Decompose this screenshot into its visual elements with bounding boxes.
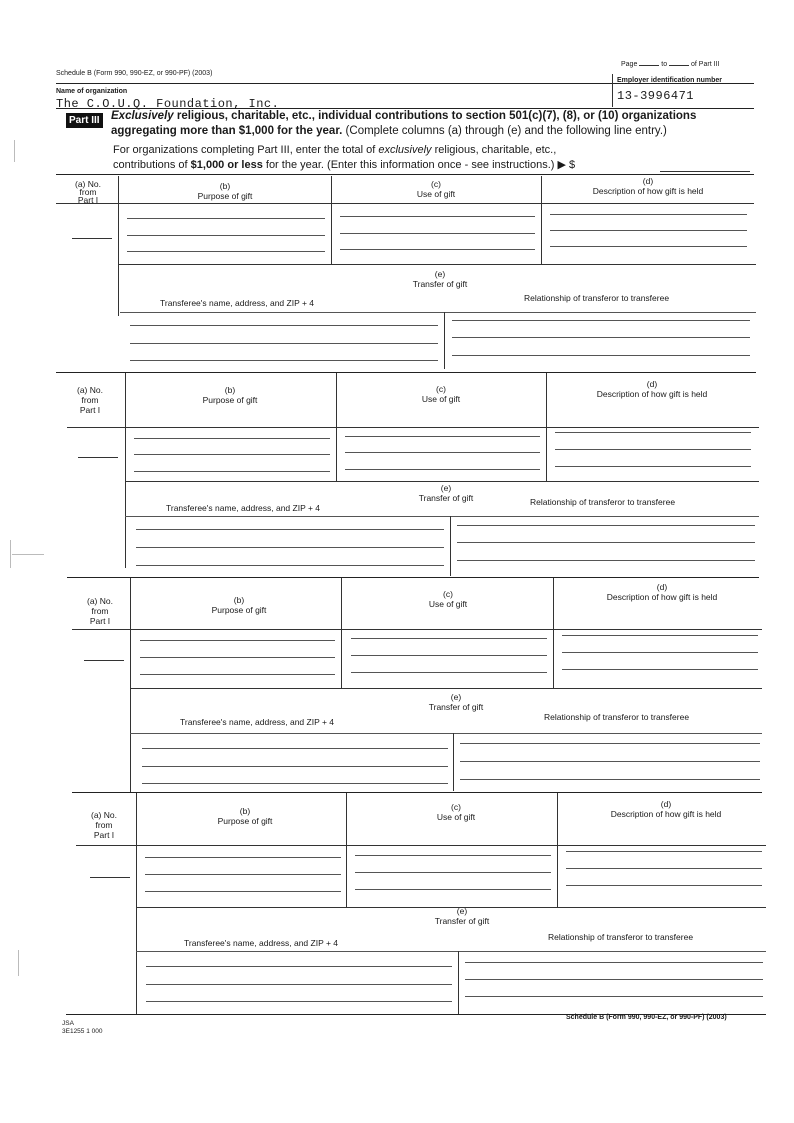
line1-text: religious, charitable, etc., individual contributions to section 501(c)(7), (8), or (10) organizations — [173, 110, 697, 122]
relationship-line[interactable] — [460, 761, 760, 762]
col-b-divider — [336, 373, 337, 481]
col-e-label: Transfer of gift — [434, 916, 490, 926]
line4-b: for the year. (Enter this information once - see instructions.) ▶ $ — [262, 159, 576, 171]
purpose-line[interactable] — [134, 438, 330, 439]
line4-bold: $1,000 or less — [190, 159, 263, 171]
header-row-rule — [67, 427, 759, 428]
col-a-no: (a) No. — [87, 596, 113, 606]
col-c-divider — [557, 793, 558, 907]
relationship-line[interactable] — [465, 979, 763, 980]
col-b-label: Purpose of gift — [197, 191, 253, 201]
col-e-letter: (e) — [456, 906, 468, 916]
transfer-divider — [450, 516, 451, 576]
transferee-line[interactable] — [142, 766, 448, 767]
relationship-line[interactable] — [457, 542, 755, 543]
transferee-line[interactable] — [142, 748, 448, 749]
col-a-from: from — [81, 395, 99, 405]
col-e-label: Transfer of gift — [428, 702, 484, 712]
use-line[interactable] — [355, 889, 551, 890]
col-c-letter: (c) — [431, 179, 441, 189]
col-c-header — [352, 802, 560, 822]
col-d-label: Description of how gift is held — [592, 186, 704, 196]
jsa-label: JSA — [62, 1020, 74, 1027]
col-e-label: Transfer of gift — [418, 493, 474, 503]
line4-a: contributions of — [113, 159, 191, 171]
transfer-rule — [130, 733, 762, 734]
page-of-label: of Part III — [691, 61, 720, 68]
col-c-letter: (c) — [436, 384, 446, 394]
relationship-line[interactable] — [457, 560, 755, 561]
transferee-line[interactable] — [146, 1001, 452, 1002]
relationship-label: Relationship of transferor to transferee — [530, 497, 676, 507]
col-c-header — [344, 589, 552, 609]
col-a-header — [60, 180, 116, 204]
purpose-line[interactable] — [127, 251, 325, 252]
col-c-header — [332, 179, 540, 199]
line3-em: exclusively — [378, 144, 432, 156]
footer-schedule-reference: Schedule B (Form 990, 990-EZ, or 990-PF) (2003) — [566, 1014, 727, 1021]
col-a-entry[interactable] — [78, 457, 118, 458]
part-iii-title-line1 — [111, 108, 696, 124]
relationship-line[interactable] — [460, 779, 760, 780]
relationship-line[interactable] — [465, 996, 763, 997]
transfer-divider — [458, 951, 459, 1014]
col-b-letter: (b) — [219, 181, 231, 191]
block-rule — [56, 372, 756, 373]
purpose-line[interactable] — [145, 891, 341, 892]
description-line[interactable] — [562, 635, 758, 636]
col-c-label: Use of gift — [428, 599, 468, 609]
description-line[interactable] — [555, 466, 751, 467]
page-to-field[interactable] — [669, 65, 689, 66]
line3-b: religious, charitable, etc., — [431, 144, 557, 156]
description-line[interactable] — [566, 885, 762, 886]
use-line[interactable] — [340, 216, 535, 217]
col-e-letter: (e) — [434, 269, 446, 279]
purpose-line[interactable] — [145, 874, 341, 875]
col-a-header — [62, 385, 118, 415]
exclusively-text: Exclusively — [111, 110, 174, 122]
part-iii-line3 — [113, 143, 556, 158]
use-line[interactable] — [345, 436, 540, 437]
scan-mark — [14, 140, 15, 162]
use-line[interactable] — [355, 872, 551, 873]
col-d-label: Description of how gift is held — [610, 809, 722, 819]
scan-mark — [12, 554, 44, 555]
col-a-from: from — [91, 606, 109, 616]
col-b-header — [140, 806, 350, 826]
schedule-reference: Schedule B (Form 990, 990-EZ, or 990-PF) (2003) — [56, 70, 213, 77]
transferee-line[interactable] — [130, 325, 438, 326]
col-e-header — [346, 483, 546, 503]
transferee-line[interactable] — [142, 783, 448, 784]
description-line[interactable] — [562, 669, 758, 670]
col-c-label: Use of gift — [421, 394, 461, 404]
page-range — [621, 61, 719, 68]
block-rule — [72, 792, 762, 793]
col-d-header — [558, 582, 766, 602]
part-iii-rule — [56, 174, 754, 175]
col-a-entry[interactable] — [84, 660, 124, 661]
transfer-divider — [444, 312, 445, 369]
purpose-line[interactable] — [127, 218, 325, 219]
use-line[interactable] — [351, 638, 547, 639]
col-d-header — [548, 379, 756, 399]
use-line[interactable] — [345, 469, 540, 470]
purpose-line[interactable] — [127, 235, 325, 236]
scan-mark — [10, 540, 11, 568]
ein-label: Employer identification number — [617, 77, 723, 84]
description-line[interactable] — [566, 851, 762, 852]
page-from-field[interactable] — [639, 65, 659, 66]
total-amount-field[interactable] — [660, 171, 750, 172]
description-line[interactable] — [566, 868, 762, 869]
col-e-letter: (e) — [450, 692, 462, 702]
col-e-header — [362, 906, 562, 926]
col-b-letter: (b) — [233, 595, 245, 605]
col-e-label: Transfer of gift — [412, 279, 468, 289]
transfer-rule — [136, 951, 766, 952]
transferee-line[interactable] — [146, 966, 452, 967]
col-a-from: from — [95, 820, 113, 830]
ein-value: 13-3996471 — [617, 89, 695, 103]
col-d-letter: (d) — [656, 582, 668, 592]
col-b-divider — [346, 793, 347, 907]
transferee-line[interactable] — [136, 547, 444, 548]
description-line[interactable] — [555, 432, 751, 433]
col-c-divider — [541, 176, 542, 264]
scan-mark — [18, 950, 19, 976]
purpose-line[interactable] — [140, 640, 335, 641]
description-line[interactable] — [562, 652, 758, 653]
row-rule — [125, 481, 759, 482]
transferee-line[interactable] — [136, 529, 444, 530]
part-iii-title-line2 — [111, 123, 667, 139]
use-line[interactable] — [345, 452, 540, 453]
purpose-line[interactable] — [145, 857, 341, 858]
relationship-line[interactable] — [460, 743, 760, 744]
transfer-rule — [120, 312, 756, 313]
jsa-code — [62, 1020, 102, 1036]
relationship-line[interactable] — [452, 320, 750, 321]
use-line[interactable] — [351, 655, 547, 656]
block-rule — [67, 577, 759, 578]
transferee-line[interactable] — [130, 360, 438, 361]
use-line[interactable] — [355, 855, 551, 856]
col-c-letter: (c) — [443, 589, 453, 599]
col-b-label: Purpose of gift — [217, 816, 273, 826]
col-b-letter: (b) — [239, 806, 251, 816]
form-code: 3E1255 1 000 — [62, 1028, 103, 1035]
col-a-part: Part I — [93, 830, 115, 840]
relationship-line[interactable] — [457, 525, 755, 526]
col-a-part: Part I — [79, 405, 101, 415]
description-line[interactable] — [550, 214, 747, 215]
col-c-divider — [546, 373, 547, 481]
relationship-line[interactable] — [452, 355, 750, 356]
col-b-header — [134, 595, 344, 615]
part-iii-badge: Part III — [66, 113, 103, 128]
use-line[interactable] — [340, 233, 535, 234]
col-d-letter: (d) — [642, 176, 654, 186]
col-c-divider — [553, 578, 554, 688]
transferee-line[interactable] — [136, 565, 444, 566]
col-d-letter: (d) — [646, 379, 658, 389]
organization-name: The C.O.U.Q. Foundation, Inc. — [56, 97, 280, 111]
col-a-no: (a) No. — [75, 179, 101, 189]
col-c-letter: (c) — [451, 802, 461, 812]
transferee-label: Transferee's name, address, and ZIP + 4 — [160, 298, 314, 308]
col-a-from: from — [79, 187, 97, 197]
transfer-rule — [125, 516, 759, 517]
description-line[interactable] — [550, 230, 747, 231]
transferee-label: Transferee's name, address, and ZIP + 4 — [166, 503, 320, 513]
purpose-line[interactable] — [134, 471, 330, 472]
col-a-no: (a) No. — [77, 385, 103, 395]
col-a-entry[interactable] — [72, 238, 112, 239]
purpose-line[interactable] — [140, 657, 335, 658]
col-b-divider — [341, 578, 342, 688]
purpose-line[interactable] — [134, 454, 330, 455]
line2-text: (Complete columns (a) through (e) and the following line entry.) — [342, 125, 667, 137]
name-of-organization-label: Name of organization — [56, 88, 128, 95]
col-c-label: Use of gift — [416, 189, 456, 199]
relationship-line[interactable] — [452, 337, 750, 338]
col-c-label: Use of gift — [436, 812, 476, 822]
col-b-label: Purpose of gift — [211, 605, 267, 615]
relationship-label: Relationship of transferor to transferee — [524, 293, 670, 303]
header-row-rule — [72, 629, 762, 630]
col-a-divider — [130, 578, 131, 792]
col-a-divider — [118, 176, 119, 316]
transferee-label: Transferee's name, address, and ZIP + 4 — [184, 938, 338, 948]
col-b-letter: (b) — [224, 385, 236, 395]
col-b-header — [125, 385, 335, 405]
col-e-header — [356, 692, 556, 712]
use-line[interactable] — [351, 672, 547, 673]
col-b-label: Purpose of gift — [202, 395, 258, 405]
page-label: Page — [621, 61, 638, 68]
aggregating-text: aggregating more than $1,000 for the year. — [111, 125, 343, 137]
col-a-no: (a) No. — [91, 810, 117, 820]
col-a-entry[interactable] — [90, 877, 130, 878]
transferee-label: Transferee's name, address, and ZIP + 4 — [180, 717, 334, 727]
relationship-line[interactable] — [465, 962, 763, 963]
description-line[interactable] — [550, 246, 747, 247]
col-e-letter: (e) — [440, 483, 452, 493]
col-d-header — [544, 176, 752, 196]
col-d-label: Description of how gift is held — [596, 389, 708, 399]
row-rule — [130, 688, 762, 689]
description-line[interactable] — [555, 449, 751, 450]
col-c-header — [337, 384, 545, 404]
col-a-divider — [136, 793, 137, 1015]
col-b-header — [120, 181, 330, 201]
page-to-label: to — [661, 61, 668, 68]
relationship-label: Relationship of transferor to transferee — [544, 712, 690, 722]
col-e-header — [340, 269, 540, 289]
col-d-label: Description of how gift is held — [606, 592, 718, 602]
col-d-letter: (d) — [660, 799, 672, 809]
col-a-divider — [125, 373, 126, 568]
col-a-header — [72, 596, 128, 626]
col-a-header — [76, 810, 132, 840]
row-rule — [118, 264, 756, 265]
part-iii-line4 — [113, 158, 575, 173]
use-line[interactable] — [340, 249, 535, 250]
transferee-line[interactable] — [130, 343, 438, 344]
col-a-part: Part I — [89, 616, 111, 626]
relationship-label: Relationship of transferor to transferee — [548, 932, 694, 942]
header-row-rule — [76, 845, 766, 846]
header-row-rule — [56, 203, 754, 204]
purpose-line[interactable] — [140, 674, 335, 675]
col-d-header — [562, 799, 770, 819]
transferee-line[interactable] — [146, 984, 452, 985]
col-a-part: Part I — [77, 195, 99, 205]
transfer-divider — [453, 733, 454, 791]
line3-a: For organizations completing Part III, enter the total of — [113, 144, 379, 156]
ein-divider — [612, 74, 613, 107]
col-b-divider — [331, 176, 332, 264]
